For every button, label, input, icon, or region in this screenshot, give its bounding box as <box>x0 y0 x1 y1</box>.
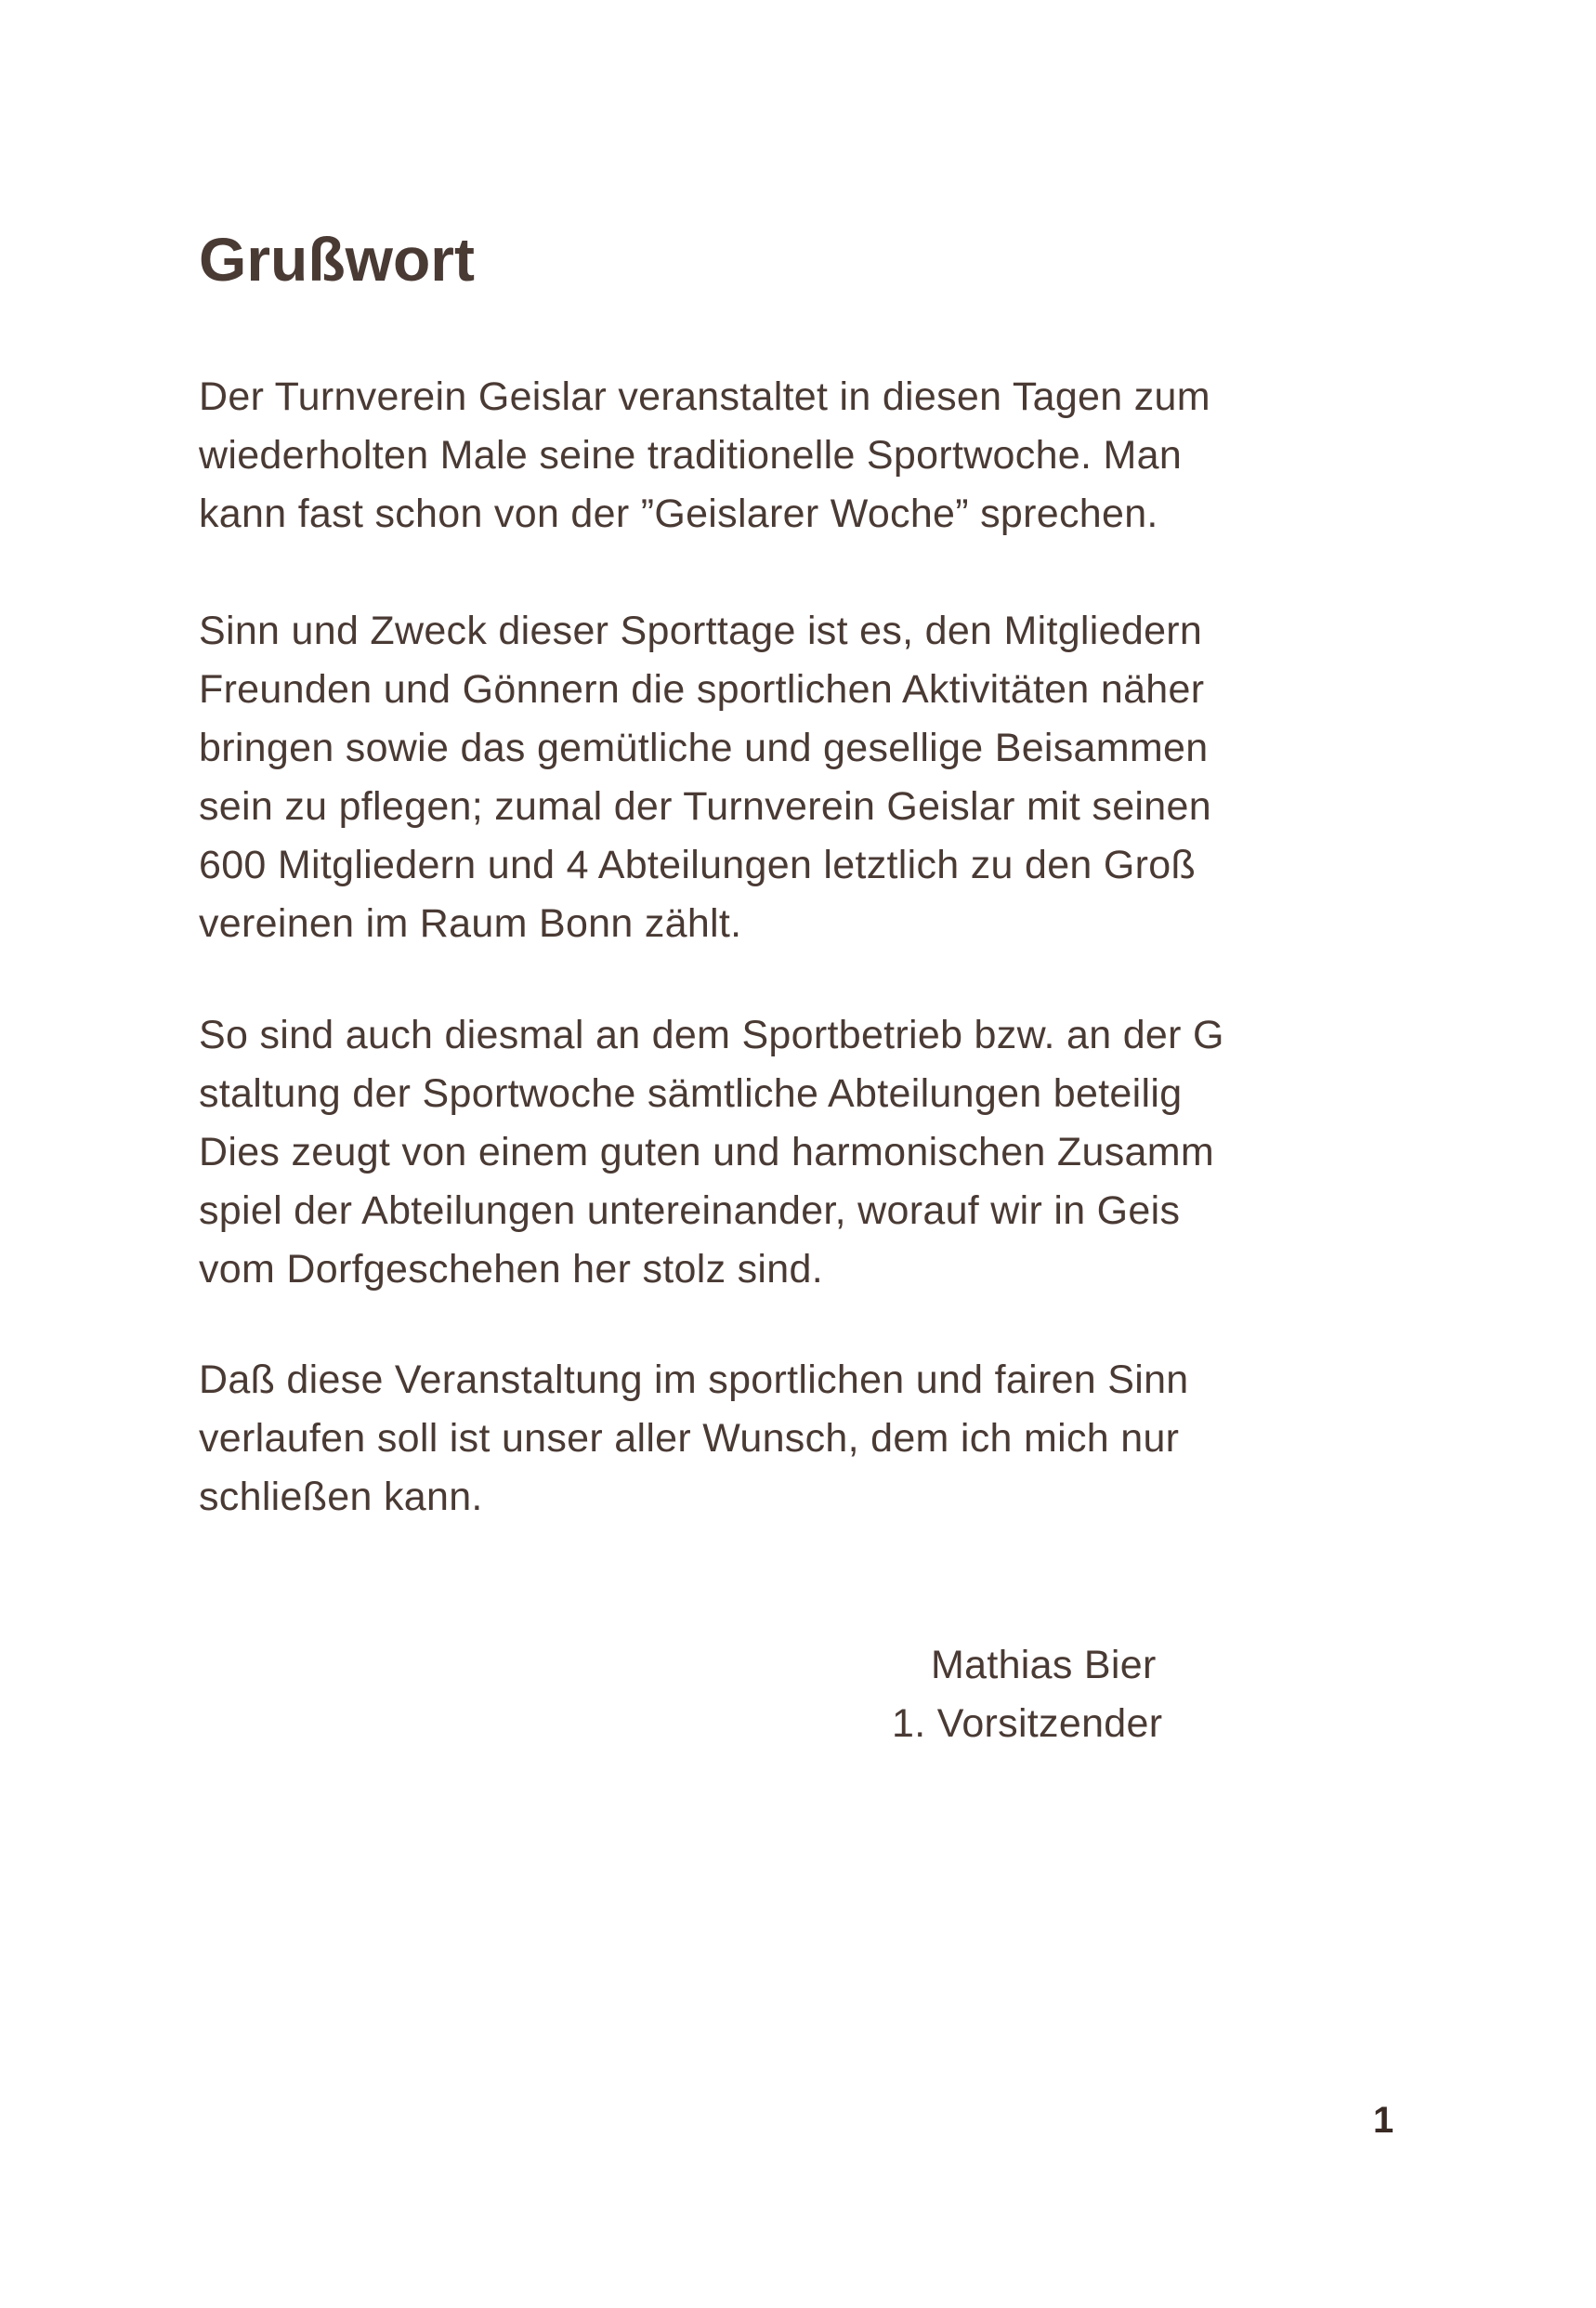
page-title: Grußwort <box>199 225 475 294</box>
text-line: Daß diese Veranstaltung im sportlichen und fairen Sinn <box>199 1357 1189 1402</box>
text-line: kann fast schon von der ”Geislarer Woche” sprechen. <box>199 492 1158 536</box>
signature-role: 1. Vorsitzender <box>892 1701 1163 1746</box>
text-line: 600 Mitgliedern und 4 Abteilungen letztlich zu den Groß <box>199 843 1197 887</box>
text-line: Dies zeugt von einem guten und harmonischen Zusamm <box>199 1130 1214 1174</box>
signature-name: Mathias Bier <box>931 1643 1157 1687</box>
text-line: Sinn und Zweck dieser Sporttage ist es, den Mitgliedern <box>199 609 1203 653</box>
paragraph-3 <box>199 1006 1351 1299</box>
text-line: vereinen im Raum Bonn zählt. <box>199 901 742 946</box>
page-number: 1 <box>1373 2100 1394 2141</box>
text-line: Der Turnverein Geislar veranstaltet in diesen Tagen zum <box>199 374 1210 419</box>
text-line: spiel der Abteilungen untereinander, worauf wir in Geis <box>199 1188 1181 1233</box>
text-line: bringen sowie das gemütliche und gesellige Beisammen <box>199 726 1209 770</box>
paragraph-4 <box>199 1351 1351 1527</box>
text-line: Freunden und Gönnern die sportlichen Aktivitäten näher <box>199 667 1205 712</box>
text-line: staltung der Sportwoche sämtliche Abteilungen beteilig <box>199 1071 1183 1116</box>
text-line: wiederholten Male seine traditionelle Sportwoche. Man <box>199 433 1183 478</box>
text-line: sein zu pflegen; zumal der Turnverein Geislar mit seinen <box>199 784 1211 829</box>
text-line: schließen kann. <box>199 1475 483 1519</box>
paragraph-1 <box>199 368 1351 544</box>
text-line: So sind auch diesmal an dem Sportbetrieb bzw. an der G <box>199 1013 1224 1057</box>
text-line: vom Dorfgeschehen her stolz sind. <box>199 1247 823 1292</box>
signature-block <box>892 1636 1162 1753</box>
paragraph-2 <box>199 602 1351 953</box>
text-line: verlaufen soll ist unser aller Wunsch, dem ich mich nur <box>199 1416 1180 1461</box>
